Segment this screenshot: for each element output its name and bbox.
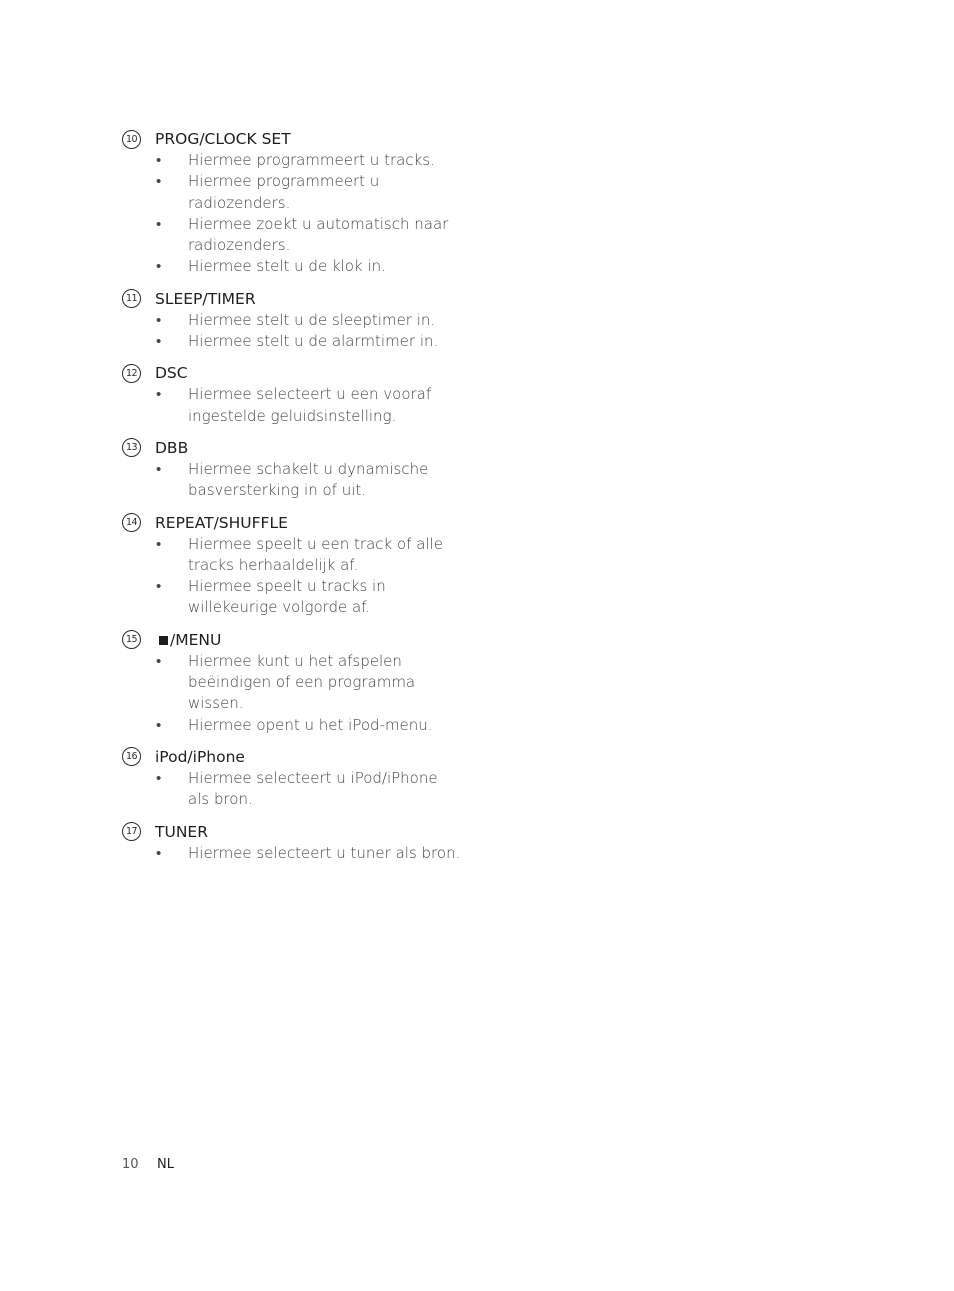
- bullet-item: [122, 715, 462, 736]
- bullet-item: [122, 150, 462, 171]
- bullet-item: [122, 214, 462, 257]
- page-number: 10: [122, 1157, 139, 1172]
- bullet-text-line: Hiermee programmeert u tracks.: [188, 151, 435, 169]
- entry-header: [122, 746, 462, 768]
- circled-number: 16: [122, 747, 141, 766]
- entry-title-text: PROG/CLOCK SET: [155, 130, 291, 148]
- circled-number: 13: [122, 438, 141, 457]
- entry-11: [122, 288, 462, 353]
- bullet-list: [122, 150, 462, 278]
- entry-10: [122, 128, 462, 278]
- bullet-text-line: Hiermee speelt u tracks in: [188, 577, 386, 596]
- entry-13: [122, 437, 462, 502]
- bullet-item: [122, 256, 462, 277]
- bullet-dot: •: [156, 715, 162, 734]
- entry-header: [122, 821, 462, 843]
- bullet-list: [122, 459, 462, 502]
- bullet-item: [122, 384, 462, 427]
- bullet-list: [122, 651, 462, 736]
- entry-header: [122, 512, 462, 534]
- circled-number: 17: [122, 822, 141, 841]
- bullet-text-line: Hiermee speelt u een track of alle: [188, 534, 443, 553]
- bullet-text-line: Hiermee selecteert u tuner als bron.: [188, 843, 461, 862]
- bullet-item: [122, 331, 462, 352]
- bullet-item: [122, 534, 462, 577]
- entry-header: [122, 128, 462, 150]
- bullet-text-line: Hiermee schakelt u dynamische: [188, 459, 429, 478]
- circled-number: 14: [122, 513, 141, 532]
- bullet-item: [122, 459, 462, 502]
- bullet-item: [122, 171, 462, 214]
- bullet-text-line: Hiermee selecteert u iPod/iPhone: [188, 768, 438, 787]
- bullet-list: [122, 768, 462, 811]
- bullet-text-line: radiozenders.: [188, 236, 291, 255]
- entry-17: [122, 821, 462, 864]
- entry-title: [155, 130, 291, 148]
- bullet-item: [122, 651, 462, 715]
- bullet-text-line: Hiermee stelt u de klok in.: [188, 257, 386, 276]
- entry-14: [122, 512, 462, 619]
- bullet-dot: •: [156, 214, 162, 233]
- bullet-item: [122, 310, 462, 331]
- bullet-text-line: Hiermee selecteert u een vooraf: [188, 385, 432, 404]
- entry-title-text: REPEAT/SHUFFLE: [155, 513, 288, 532]
- entry-title: [155, 514, 288, 532]
- entry-header: [122, 288, 462, 310]
- entry-header: [122, 629, 462, 651]
- bullet-dot: •: [156, 843, 162, 862]
- bullet-dot: •: [156, 768, 162, 787]
- entry-16: [122, 746, 462, 811]
- entry-title: [155, 439, 188, 457]
- bullet-dot: •: [156, 332, 162, 351]
- entry-12: [122, 362, 462, 427]
- stop-icon: [159, 636, 168, 645]
- entry-title-text: TUNER: [155, 822, 208, 841]
- language-code: NL: [157, 1157, 174, 1172]
- bullet-list: [122, 384, 462, 427]
- bullet-text-line: willekeurige volgorde af.: [188, 598, 371, 617]
- circled-number: 15: [122, 630, 141, 649]
- bullet-text-line: Hiermee stelt u de sleeptimer in.: [188, 310, 436, 329]
- bullet-list: [122, 310, 462, 353]
- bullet-dot: •: [156, 257, 162, 276]
- entry-title-text: DBB: [155, 438, 189, 457]
- circled-number: 10: [122, 130, 141, 149]
- entry-title: [155, 631, 221, 649]
- bullet-text-line: radiozenders.: [188, 193, 291, 212]
- bullet-text-line: als bron.: [188, 790, 253, 809]
- bullet-text-line: basversterking in of uit.: [188, 481, 367, 500]
- page-footer: [122, 1157, 174, 1172]
- entry-title-text: DSC: [155, 364, 188, 383]
- bullet-dot: •: [156, 310, 162, 329]
- bullet-dot: •: [156, 385, 162, 404]
- bullet-item: [122, 576, 462, 619]
- bullet-text-line: beëindigen of een programma: [188, 673, 416, 692]
- bullet-item: [122, 843, 462, 864]
- bullet-dot: •: [156, 651, 162, 670]
- entry-header: [122, 362, 462, 384]
- bullet-text-line: Hiermee stelt u de alarmtimer in.: [188, 332, 439, 351]
- bullet-text-line: ingestelde geluidsinstelling.: [188, 406, 397, 425]
- entry-title-text: SLEEP/TIMER: [155, 289, 256, 308]
- bullet-list: [122, 534, 462, 619]
- bullet-dot: •: [156, 534, 162, 553]
- bullet-text-line: Hiermee kunt u het afspelen: [188, 651, 402, 670]
- entry-title: [155, 823, 208, 841]
- entry-title-text: /MENU: [170, 630, 222, 649]
- bullet-dot: •: [156, 172, 162, 191]
- circled-number: 11: [122, 289, 141, 308]
- bullet-text-line: wissen.: [188, 694, 244, 713]
- circled-number: 12: [122, 364, 141, 383]
- bullet-list: [122, 843, 462, 864]
- bullet-dot: •: [156, 459, 162, 478]
- entry-header: [122, 437, 462, 459]
- entry-title: [155, 364, 188, 382]
- entry-title-text: iPod/iPhone: [155, 747, 245, 766]
- entry-15: [122, 629, 462, 736]
- bullet-text-line: Hiermee zoekt u automatisch naar: [188, 214, 449, 233]
- bullet-dot: •: [156, 151, 162, 169]
- bullet-item: [122, 768, 462, 811]
- bullet-text-line: Hiermee programmeert u: [188, 172, 380, 191]
- bullet-text-line: Hiermee opent u het iPod-menu.: [188, 715, 433, 734]
- entry-title: [155, 748, 245, 766]
- bullet-text-line: tracks herhaaldelijk af.: [188, 555, 359, 574]
- instruction-list: [122, 128, 462, 874]
- bullet-dot: •: [156, 577, 162, 596]
- entry-title: [155, 290, 256, 308]
